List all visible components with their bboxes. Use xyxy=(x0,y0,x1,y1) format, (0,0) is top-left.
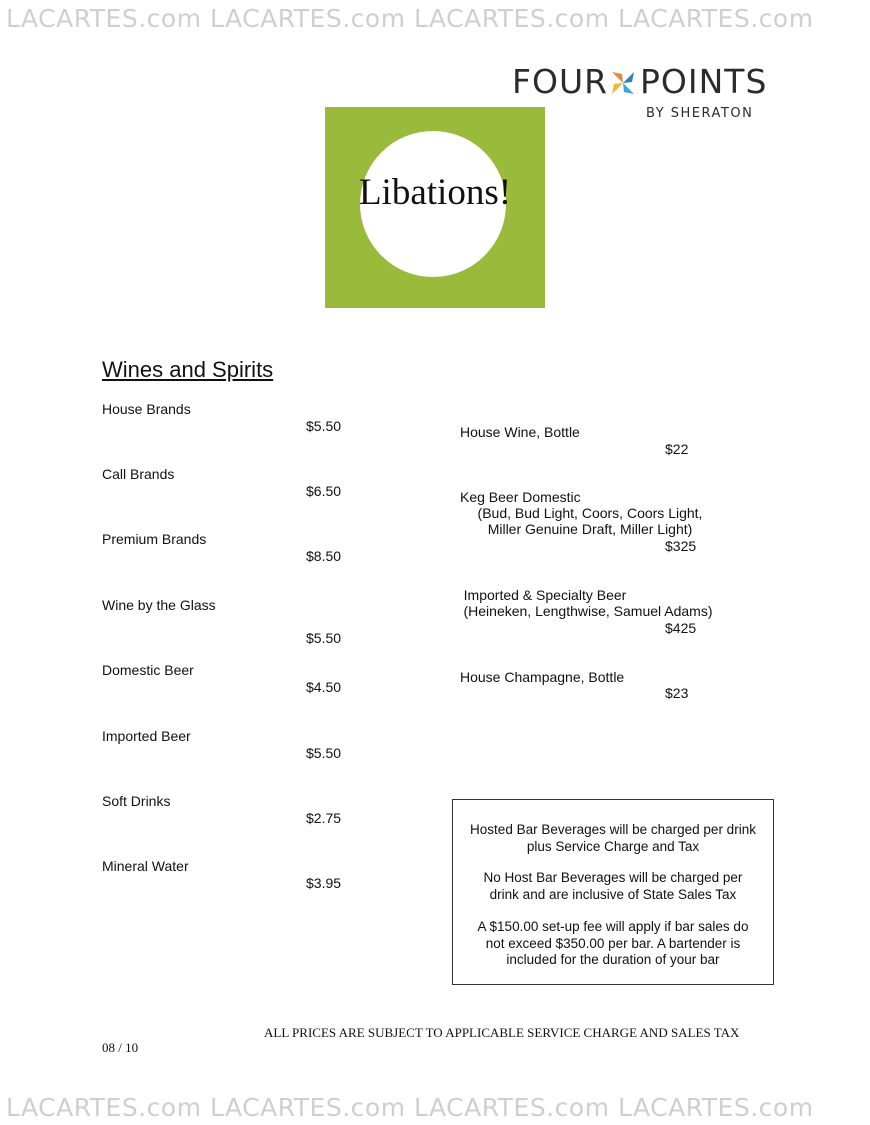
setup-fee-line: not exceed $350.00 per bar. A bartender is xyxy=(485,935,741,951)
imported-beer-price: $425 xyxy=(665,620,697,636)
item-price: $5.50 xyxy=(306,745,342,761)
keg-beer-detail: (Bud, Bud Light, Coors, Coors Light, xyxy=(477,505,703,521)
pinwheel-icon xyxy=(608,68,638,98)
revision-date: 08 / 10 xyxy=(102,1040,139,1055)
watermark-top: LACARTES.com LACARTES.com LACARTES.com LACARTES.com xyxy=(6,4,814,33)
section-title: Wines and Spirits xyxy=(102,357,274,382)
logo-subtitle: BY SHERATON xyxy=(646,106,754,121)
no-host-bar-note xyxy=(453,870,773,903)
item-price: $8.50 xyxy=(306,548,342,564)
item-label: Domestic Beer xyxy=(102,662,194,678)
item-label: Premium Brands xyxy=(102,531,207,547)
logo-name-left: FOUR xyxy=(512,62,609,101)
four-points-logo xyxy=(512,62,772,124)
libations-banner xyxy=(325,107,545,308)
item-label: Soft Drinks xyxy=(102,793,171,809)
setup-fee-note xyxy=(453,919,773,969)
keg-beer-label: Keg Beer Domestic xyxy=(460,489,581,505)
item-label: House Brands xyxy=(102,401,191,417)
setup-fee-line: included for the duration of your bar xyxy=(506,952,720,967)
item-price: $2.75 xyxy=(306,810,342,826)
item-label: Imported Beer xyxy=(102,728,191,744)
house-wine-label: House Wine, Bottle xyxy=(460,424,580,440)
no-host-bar-line: drink and are inclusive of State Sales Tax xyxy=(489,886,737,902)
item-price: $3.95 xyxy=(306,875,342,891)
hosted-bar-line: plus Service Charge and Tax xyxy=(526,838,700,854)
watermark-bottom: LACARTES.com LACARTES.com LACARTES.com LACARTES.com xyxy=(6,1093,814,1122)
imported-beer-label: Imported & Specialty Beer xyxy=(463,587,627,603)
house-wine-price: $22 xyxy=(665,441,689,457)
champagne-price: $23 xyxy=(665,685,689,701)
setup-fee-line: A $150.00 set-up fee will apply if bar sales do xyxy=(477,919,749,934)
item-label: Call Brands xyxy=(102,466,175,482)
item-label: Mineral Water xyxy=(102,858,189,874)
no-host-bar-line: No Host Bar Beverages will be charged per xyxy=(483,870,743,885)
keg-beer-price: $325 xyxy=(665,538,697,554)
hosted-bar-line: Hosted Bar Beverages will be charged per drink xyxy=(470,822,756,837)
logo-name-right: POINTS xyxy=(640,62,768,101)
item-price: $6.50 xyxy=(306,483,342,499)
imported-beer-detail: (Heineken, Lengthwise, Samuel Adams) xyxy=(463,603,713,619)
prices-notice: ALL PRICES ARE SUBJECT TO APPLICABLE SERVICE CHARGE AND SALES TAX xyxy=(264,1025,740,1040)
item-price: $5.50 xyxy=(306,630,342,646)
hosted-bar-note xyxy=(453,822,773,855)
item-price: $5.50 xyxy=(306,418,342,434)
keg-beer-detail: Miller Genuine Draft, Miller Light) xyxy=(487,521,693,537)
item-label: Wine by the Glass xyxy=(102,597,216,613)
bar-policy-box xyxy=(452,799,774,985)
champagne-label: House Champagne, Bottle xyxy=(460,669,625,685)
banner-title: Libations! xyxy=(358,172,512,213)
item-price: $4.50 xyxy=(306,679,342,695)
